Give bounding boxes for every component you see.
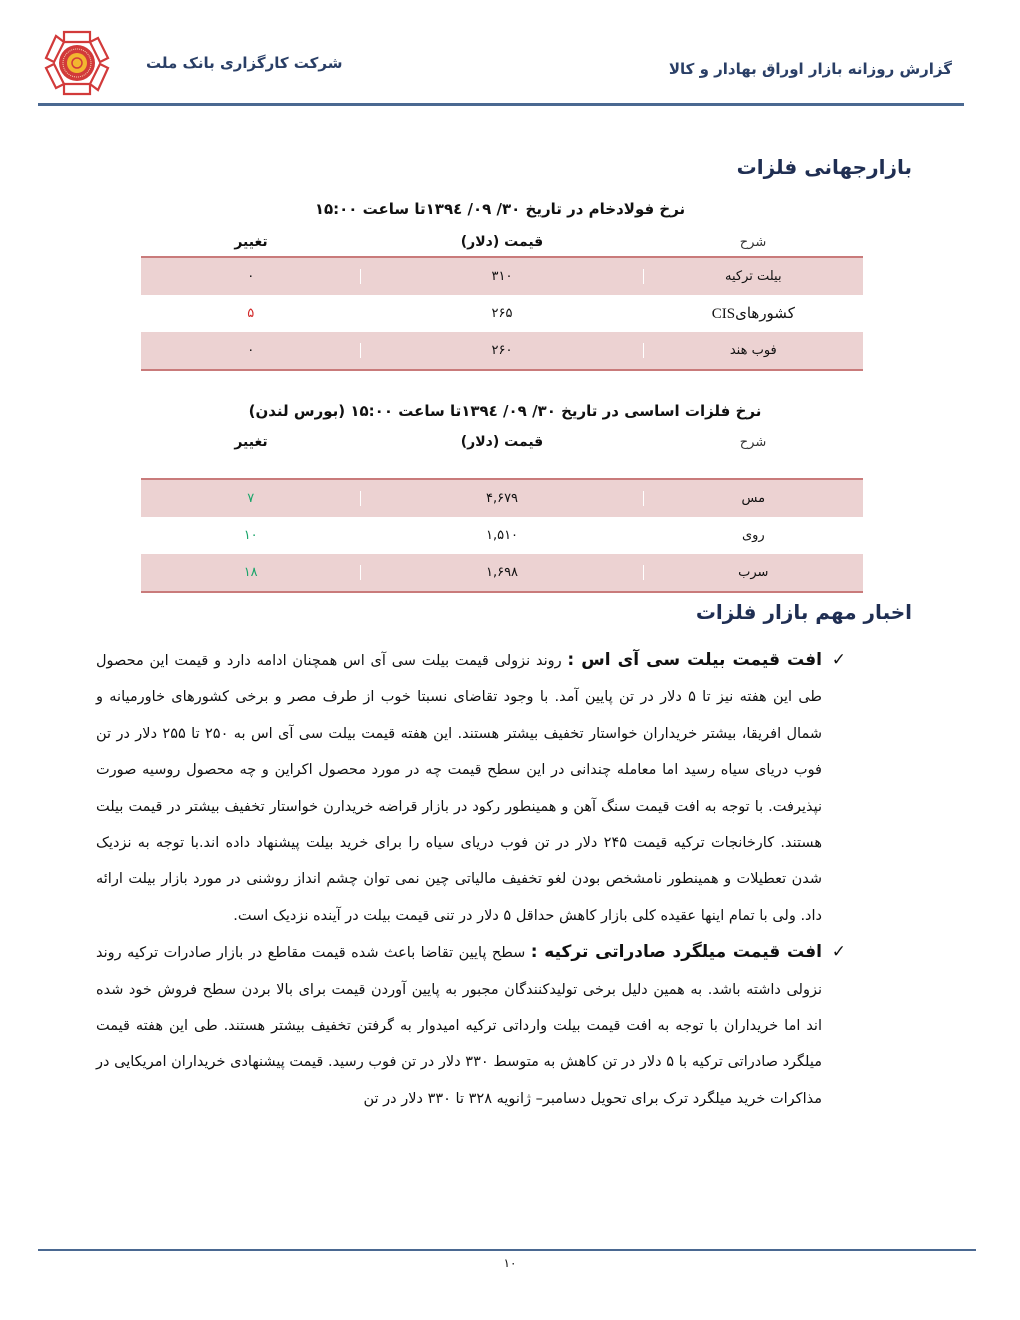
cell-change: ۱۸: [243, 565, 258, 580]
news-body: سطح پایین تقاضا باعث شده قیمت مقاطع در بازار صادرات ترکیه روند نزولی داشته باشد. به همین دلیل برخی تولیدکنندگان مجبور به پایین آوردن قیمت برای بالا بردن سطح فروش خود شده اند اما خریداران با توجه به افت قیمت بیلت وارداتی ترکیه امیدوار به گرفتن تخفیف بیشتر هستند. طی این هفته قیمت میلگرد صادراتی ترکیه با ۵ دلار در تن کاهش به متوسط ۳۳۰ دلار در تن فوب رسید. قیمت پیشنهادی خریداران امریکایی در مذاکرات خرید میلگرد ترک برای تحویل دسامبر– ژانویه ۳۲۸ تا ۳۳۰ دلار در تن: [96, 945, 822, 1107]
company-name: شرکت کارگزاری بانک ملت: [146, 54, 343, 72]
cell-price: ۱,۶۹۸: [360, 565, 642, 580]
news-item: [96, 642, 846, 934]
table-header-row: [141, 428, 863, 456]
cell-change: ۰: [247, 269, 255, 284]
cell-price: ۱,۵۱۰: [360, 528, 642, 543]
base-metals-price-table: [141, 428, 863, 593]
news-lead: افت قیمت بیلت سی آی اس :: [567, 650, 822, 670]
cell-desc: مس: [643, 491, 863, 506]
cell-change: ۰: [247, 343, 255, 358]
report-title: گزارش روزانه بازار اوراق بهادار و کالا: [668, 60, 952, 78]
table-row: [141, 258, 863, 295]
cell-price: ۲۶۵: [360, 306, 642, 321]
table-row: [141, 554, 863, 591]
table-rule: [141, 591, 863, 593]
cell-desc: بیلت ترکیه: [643, 269, 863, 284]
cell-change: ۵: [247, 306, 255, 321]
header-change: تغییر: [234, 434, 268, 450]
check-icon: ✓: [831, 650, 846, 670]
news-lead: افت قیمت میلگرد صادراتی ترکیه :: [530, 942, 822, 963]
news-item: [96, 934, 846, 1117]
table-header-row: [141, 228, 863, 256]
header-price: قیمت (دلار): [460, 234, 544, 250]
table-row: [141, 480, 863, 517]
section-title-global-metals: بازارجهانی فلزات: [736, 155, 912, 179]
footer-divider: [38, 1249, 976, 1251]
table-row: [141, 517, 863, 554]
header-price: قیمت (دلار): [460, 434, 544, 450]
section-title-news: اخبار مهم بازار فلزات: [695, 600, 912, 624]
header-divider: [38, 103, 964, 106]
cell-price: ۴,۶۷۹: [360, 491, 642, 506]
table-rule: [141, 369, 863, 371]
cell-price: ۳۱۰: [360, 269, 642, 284]
steel-table-title: نرخ فولادخام در تاریخ ۳۰/ ۰۹/ ١٣٩٤تا ساعت ۱۵:۰۰: [314, 200, 686, 218]
table-row: [141, 332, 863, 369]
cell-change: ۱۰: [243, 528, 258, 543]
cell-desc: فوب هند: [643, 343, 863, 358]
header-desc: شرح: [739, 434, 767, 450]
cell-price: ۲۶۰: [360, 343, 642, 358]
cell-desc: سرب: [643, 565, 863, 580]
cell-change: ۷: [247, 491, 255, 506]
check-icon: ✓: [831, 942, 846, 963]
page-number: ۱۰: [503, 1256, 517, 1270]
header-desc: شرح: [739, 234, 767, 250]
cell-desc: روی: [643, 528, 863, 543]
header-change: تغییر: [234, 234, 268, 250]
news-body: روند نزولی قیمت بیلت سی آی اس همچنان ادامه دارد و قیمت این محصول طی این هفته نیز تا ۵ دلار در تن پایین آمد. با وجود تقاضای نسبتا خوب از طرف مصر و برخی کشورهای خاورمیانه و شمال افریقا، بیشتر خریداران خواستار تخفیف بیشتر هستند. این هفته قیمت بیلت سی آی اس به ۲۵۰ تا ۲۵۵ دلار در تن فوب دریای سیاه رسید اما معامله چندانی در این سطح قیمت چه در مورد محصول اکراین و چه محصول روسیه صورت نپذیرفت. با توجه به افت قیمت سنگ آهن و همینطور رکود در بازار قراضه خریدارن خواستار تخفیف بیشتر در قیمت بیلت هستند. کارخانجات ترکیه قیمت ۲۴۵ دلار در تن فوب دریای سیاه را برای خرید بیلت پیشنهاد داده اند.با توجه به نزدیک شدن تعطیلات و همینطور نامشخص بودن لغو تخفیف مالیاتی چین نمی توان چشم انداز روشنی در مورد بازار بیلت ارائه داد. ولی با تمام اینها عقیده کلی بازار کاهش حداقل ۵ دلار در تنی قیمت بیلت در آینده نزدیک است.: [96, 653, 822, 924]
news-list: [96, 642, 846, 1117]
bank-mellat-logo-icon: [42, 28, 112, 98]
cell-desc: کشورهایCIS: [643, 304, 863, 323]
table-row: [141, 295, 863, 332]
steel-price-table: [141, 228, 863, 371]
base-metals-table-title: نرخ فلزات اساسی در تاریخ ۳۰/ ۰۹/ ١٣٩٤تا ساعت ۱۵:۰۰ (بورس لندن): [248, 402, 762, 420]
page-header: [38, 28, 964, 106]
